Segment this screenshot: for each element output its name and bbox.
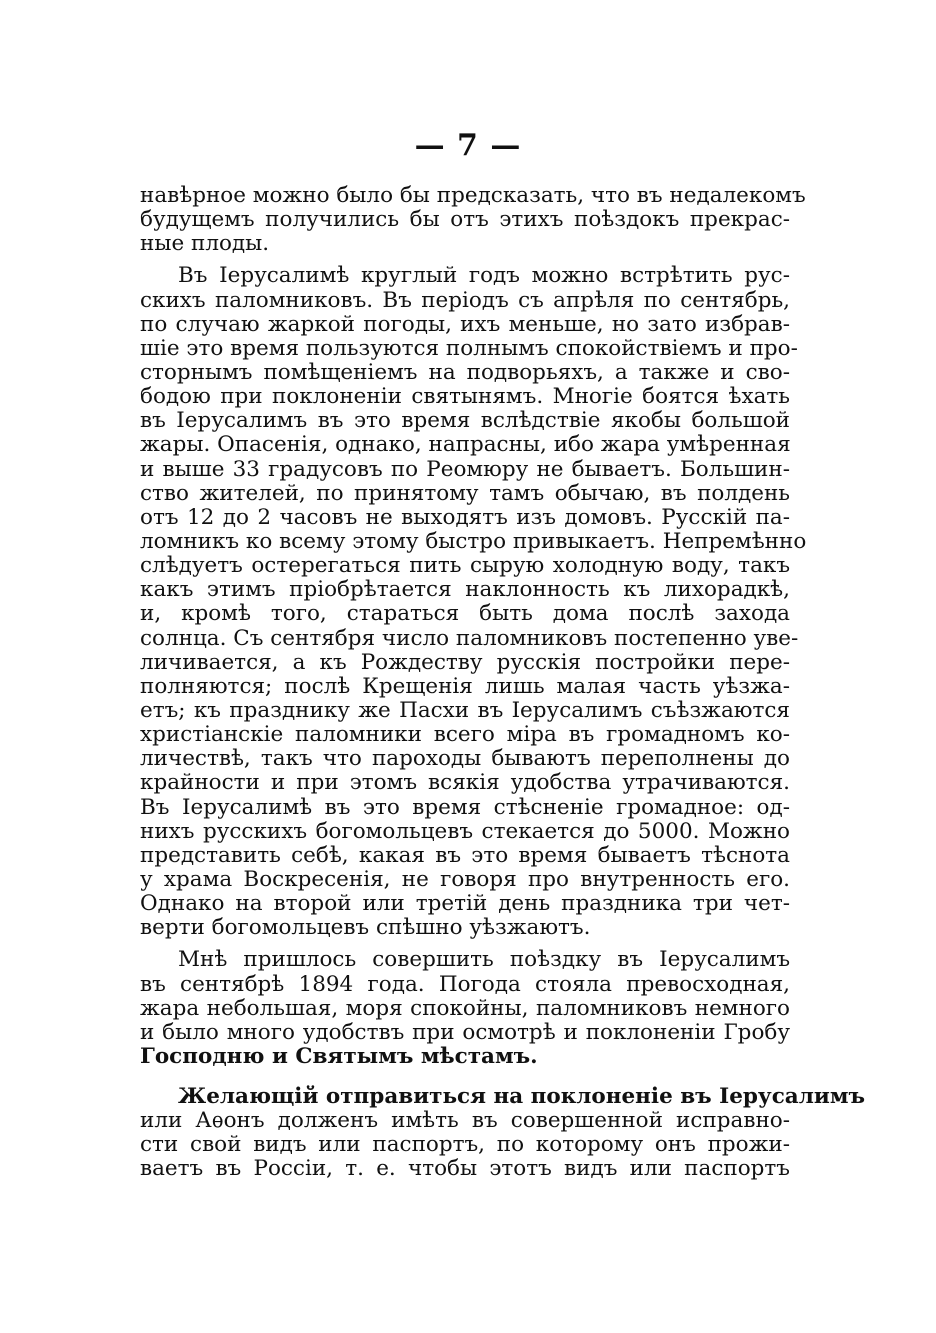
text-line: личествѣ, такъ что пароходы бываютъ переполнены до (140, 746, 790, 772)
text-line: Господню и Святымъ мѣстамъ. (140, 1043, 538, 1069)
paragraph (140, 948, 790, 1069)
text-line: Въ Іерусалимѣ въ это время стѣсненіе громадное: од- (140, 794, 790, 820)
text-line: въ Іерусалимъ въ это время вслѣдствіе якобы большой (140, 408, 790, 434)
text-line: Мнѣ пришлось совершить поѣздку въ Іерусалимъ (178, 947, 790, 973)
text-line: личивается, а къ Рождеству русскія постройки пере- (140, 649, 790, 675)
text-line: какъ этимъ пріобрѣтается наклонность къ лихорадкѣ, (140, 577, 790, 603)
text-line: и, кромѣ того, стараться быть дома послѣ захода (140, 601, 790, 627)
text-line: будущемъ получились бы отъ этихъ поѣздокъ прекрас- (140, 207, 790, 233)
text-line: по случаю жаркой погоды, ихъ меньше, но зато избрав- (140, 311, 790, 337)
text-line: етъ; къ празднику же Пасхи въ Іерусалимъ съѣзжаются (140, 697, 790, 723)
text-line: представить себѣ, какая въ это время бываетъ тѣснота (140, 842, 790, 868)
text-line: ные плоды. (140, 231, 270, 257)
text-line: солнца. Съ сентября число паломниковъ постепенно уве- (140, 625, 799, 651)
text-line: нихъ русскихъ богомольцевъ стекается до 5000. Можно (140, 818, 790, 844)
text-line: въ сентябрѣ 1894 года. Погода стояла превосходная, (140, 971, 790, 997)
text-line: шіе это время пользуются полнымъ спокойствіемъ и про- (140, 335, 798, 361)
text-line: жары. Опасенія, однако, напрасны, ибо жара умѣренная (140, 432, 791, 458)
text-line: Однако на второй или третій день праздника три чет- (140, 891, 790, 917)
text-line: навѣрное можно было бы предсказать, что въ недалекомъ (140, 183, 806, 208)
paragraph (140, 263, 807, 941)
body-text (140, 183, 865, 1182)
text-line: жара небольшая, моря спокойны, паломниковъ немного (140, 995, 790, 1021)
text-line: крайности и при этомъ всякія удобства утрачиваются. (140, 770, 790, 796)
text-line: или Аѳонъ долженъ имѣть въ совершенной исправно- (140, 1108, 790, 1134)
text-line: отъ 12 до 2 часовъ не выходятъ изъ домовъ. Русскій па- (140, 504, 790, 530)
text-line: у храма Воскресенія, не говоря про внутренность его. (140, 866, 790, 892)
text-line: христіанскіе паломники всего міра въ громадномъ ко- (140, 722, 790, 748)
text-line: Въ Іерусалимѣ круглый годъ можно встрѣтить рус- (178, 263, 790, 289)
paragraph (140, 183, 806, 257)
text-line: ваетъ въ Россіи, т. е. чтобы этотъ видъ или паспортъ (140, 1156, 790, 1182)
text-line: верти богомольцевъ спѣшно уѣзжаютъ. (140, 915, 591, 941)
text-line: сти свой видъ или паспортъ, по которому онъ прожи- (140, 1132, 790, 1158)
text-line: и выше 33 градусовъ по Реомюру не бываетъ. Большин- (140, 456, 790, 482)
text-line: Желающій отправиться на поклоненіе въ Іерусалимъ (178, 1084, 865, 1110)
paragraph (140, 1084, 865, 1182)
text-line: бодою при поклоненіи святынямъ. Многіе боятся ѣхать (140, 384, 790, 410)
text-line: слѣдуетъ остерегаться пить сырую холодную воду, такъ (140, 553, 790, 579)
text-line: ломникъ ко всему этому быстро привыкаетъ. Непремѣнно (140, 528, 807, 554)
text-line: полняются; послѣ Крещенія лишь малая часть уѣзжа- (140, 673, 790, 699)
page-number: — 7 — (414, 128, 522, 163)
text-line: ство жителей, по принятому тамъ обычаю, въ полдень (140, 480, 790, 506)
text-line: сторнымъ помѣщеніемъ на подворьяхъ, а также и сво- (140, 359, 790, 385)
text-line: и было много удобствъ при осмотрѣ и поклоненіи Гробу (140, 1019, 790, 1045)
text-line: скихъ паломниковъ. Въ періодъ съ апрѣля по сентябрь, (140, 287, 790, 313)
